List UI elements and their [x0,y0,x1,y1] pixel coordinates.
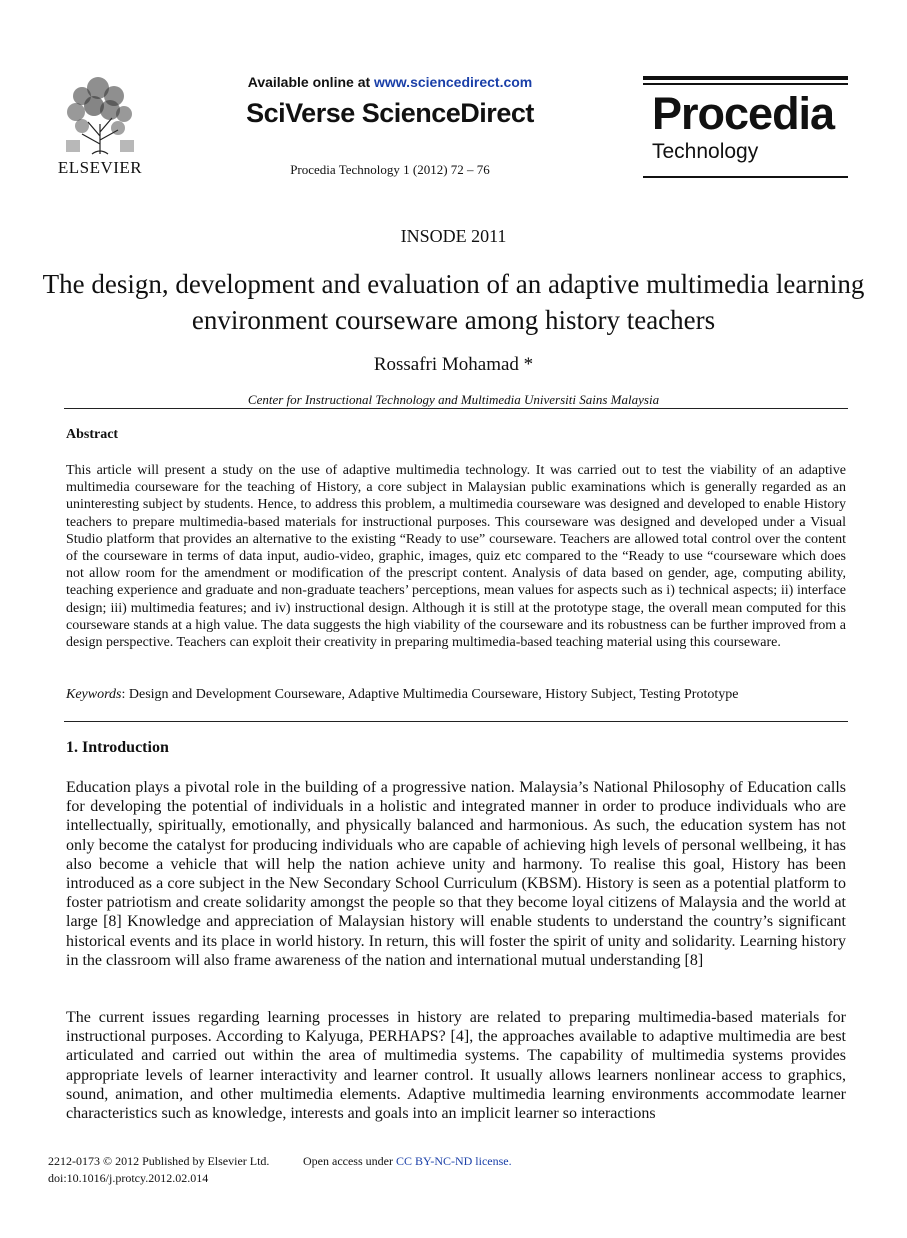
divider-top [64,408,848,409]
author-name: Rossafri Mohamad * [373,354,534,375]
open-access-prefix: Open access under [303,1154,396,1168]
footer-open-access [303,1154,512,1169]
intro-paragraph-2: The current issues regarding learning processes in history are related to preparing multimedia-based materials for instructional purposes. According to Kalyuga, PERHAPS? [4], the approaches available to adaptive multimedia are best articulated and carried out within the area of multimedia systems. The capability of multimedia systems provides appropriate levels of learner interactivity and learner control. It usually allows learners nonlinear access to graphics, sound, animation, and other multimedia elements. Adaptive multimedia learning environments accommodate learner characteristics such as knowledge, interests and goals into an implicit learner so interactions [66,1009,846,1123]
keywords-line [66,687,846,703]
journal-subtitle: Technology [652,140,759,163]
divider-abstract [64,721,848,722]
abstract-text: This article will present a study on the use of adaptive multimedia technology. It was carried out to test the viability of an adaptive multimedia courseware for the teaching of History, a core subject in Malaysian public examinations which is generally regarded as an uninteresting subject by students. Hence, to address this problem, a multimedia courseware was designed and developed to enable History teachers to prepare multimedia-based materials for instructional purposes. This courseware was designed and developed under a Visual Studio platform that provides an alternative to the existing “Ready to use” courseware. Teachers are allowed total control over the content of the courseware in terms of data input, audio-video, graphic, images, quiz etc compared to the “Ready to use “courseware which does not allow room for the amendment or modification of the prescript content. Analysis of data based on gender, age, computing ability, teaching experience and graduate and non-graduate teachers’ perceptions, mean values for aspects such as i) technical aspects; ii) interface design; iii) multimedia features; and iv) instructional design. Although it is still at the prototype stage, the overall mean computed for this courseware stands at a high value. The data suggests the high viability of the courseware and its robustness can be further improved from a design perspective. Teachers can exploit their creativity in preparing multimedia-based teaching material using this courseware. [66,463,846,651]
platform-logo: SciVerse ScienceDirect [246,98,534,128]
license-link[interactable]: CC BY-NC-ND license. [395,1154,512,1168]
available-prefix: Available online at [247,74,375,90]
journal-reference: Procedia Technology 1 (2012) 72 – 76 [290,162,490,177]
article-title: The design, development and evaluation of an adaptive multimedia learning environment courseware among history teachers [42,269,865,335]
footer-doi: doi:10.1016/j.protcy.2012.02.014 [48,1171,209,1185]
keywords-label: Keywords [66,687,122,702]
keywords-list: : Design and Development Courseware, Adaptive Multimedia Courseware, History Subject, Testing Prototype [121,687,739,702]
abstract-heading: Abstract [66,427,119,442]
author-affiliation: Center for Instructional Technology and Multimedia Universiti Sains Malaysia [247,392,660,407]
section-heading-introduction: 1. Introduction [66,739,169,756]
publisher-logo-text: ELSEVIER [57,158,143,177]
footer-copyright: 2212-0173 © 2012 Published by Elsevier Ltd. [48,1154,270,1168]
sciencedirect-link[interactable]: www.sciencedirect.com [374,74,533,90]
conference-name: INSODE 2011 [400,226,507,246]
journal-name: Procedia [652,88,835,139]
available-online-line [200,74,580,90]
intro-paragraph-1: Education plays a pivotal role in the building of a progressive nation. Malaysia’s National Philosophy of Education calls for developing the potential of individuals in a holistic and integrated manner in order to produce individuals who are intellectually, spiritually, emotionally, and physically balanced and harmonious. As such, the education system has not only become the catalyst for producing individuals who are capable of achieving high levels of personal wellbeing, it has also become a vehicle that will help the nation achieve unity and harmony. To realise this goal, History has been introduced as a core subject in the New Secondary School Curriculum (KBSM). History is seen as a potential platform to foster patriotism and create solidarity amongst the people so that they become loyal citizens of Malaysia and the world at large [8] Knowledge and appreciation of Malaysian history will enable students to understand the country’s significant historical events and its place in world history. In return, this will foster the spirit of unity and solidarity. Learning history in the classroom will also frame awareness of the nation and international mutual understanding [8] [66,779,846,969]
